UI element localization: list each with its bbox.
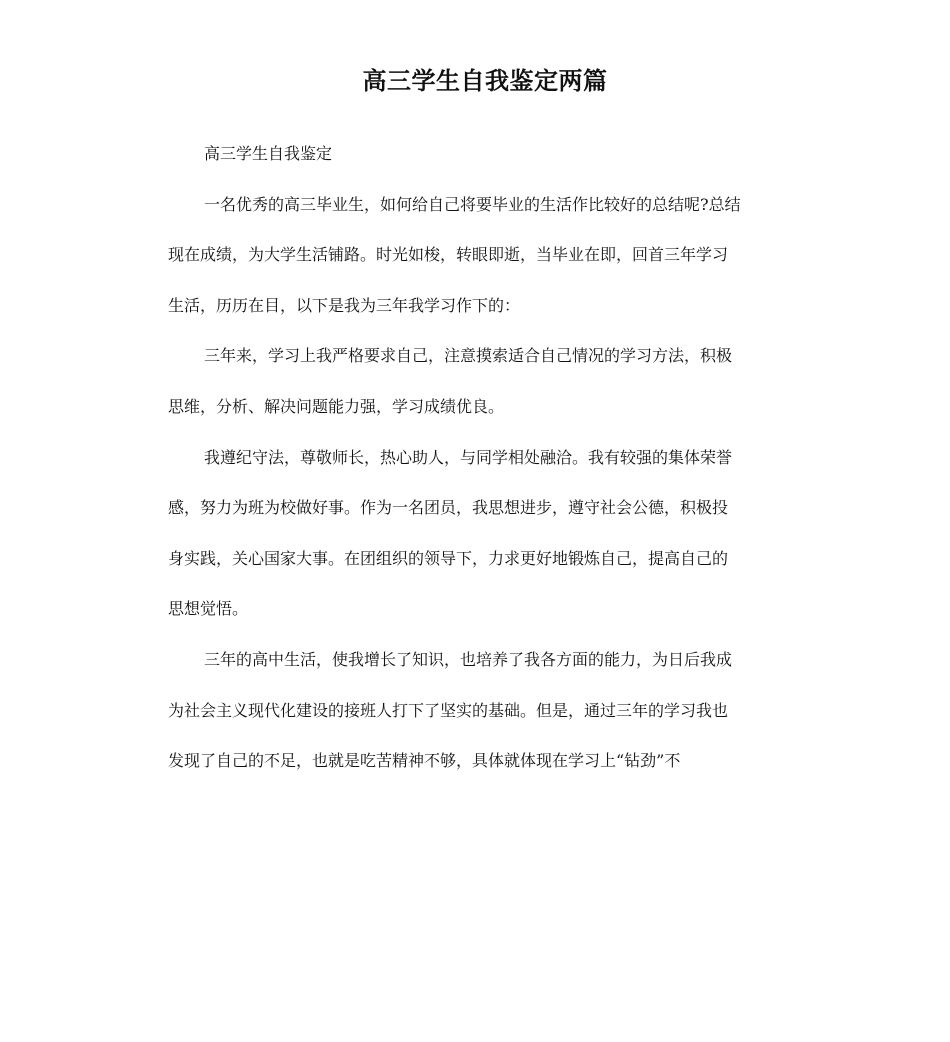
body-line: 一名优秀的高三毕业生，如何给自己将要毕业的生活作比较好的总结呢?总结 [204,194,741,214]
body-line: 我遵纪守法，尊敬师长，热心助人，与同学相处融洽。我有较强的集体荣誉 [204,447,733,467]
body-line: 生活，历历在目，以下是我为三年我学习作下的： [168,295,521,315]
body-line: 三年来，学习上我严格要求自己，注意摸索适合自己情况的学习方法，积极 [204,346,733,366]
document-body [168,129,778,787]
section-heading: 高三学生自我鉴定 [204,144,333,163]
body-line: 思想觉悟。 [168,599,249,619]
document-title: 高三学生自我鉴定两篇 [362,67,608,95]
body-line: 感，努力为班为校做好事。作为一名团员，我思想进步，遵守社会公德，积极投 [168,498,729,518]
body-line: 思维，分析、解决问题能力强，学习成绩优良。 [168,396,505,416]
body-line: 三年的高中生活，使我增长了知识，也培养了我各方面的能力，为日后我成 [204,649,733,669]
body-line: 发现了自己的不足，也就是吃苦精神不够，具体就体现在学习上“钻劲”不 [168,751,681,771]
body-line: 为社会主义现代化建设的接班人打下了坚实的基础。但是，通过三年的学习我也 [168,700,729,720]
body-line: 身实践，关心国家大事。在团组织的领导下，力求更好地锻炼自己，提高自己的 [168,548,729,568]
body-line: 现在成绩，为大学生活铺路。时光如梭，转眼即逝，当毕业在即，回首三年学习 [168,245,729,265]
